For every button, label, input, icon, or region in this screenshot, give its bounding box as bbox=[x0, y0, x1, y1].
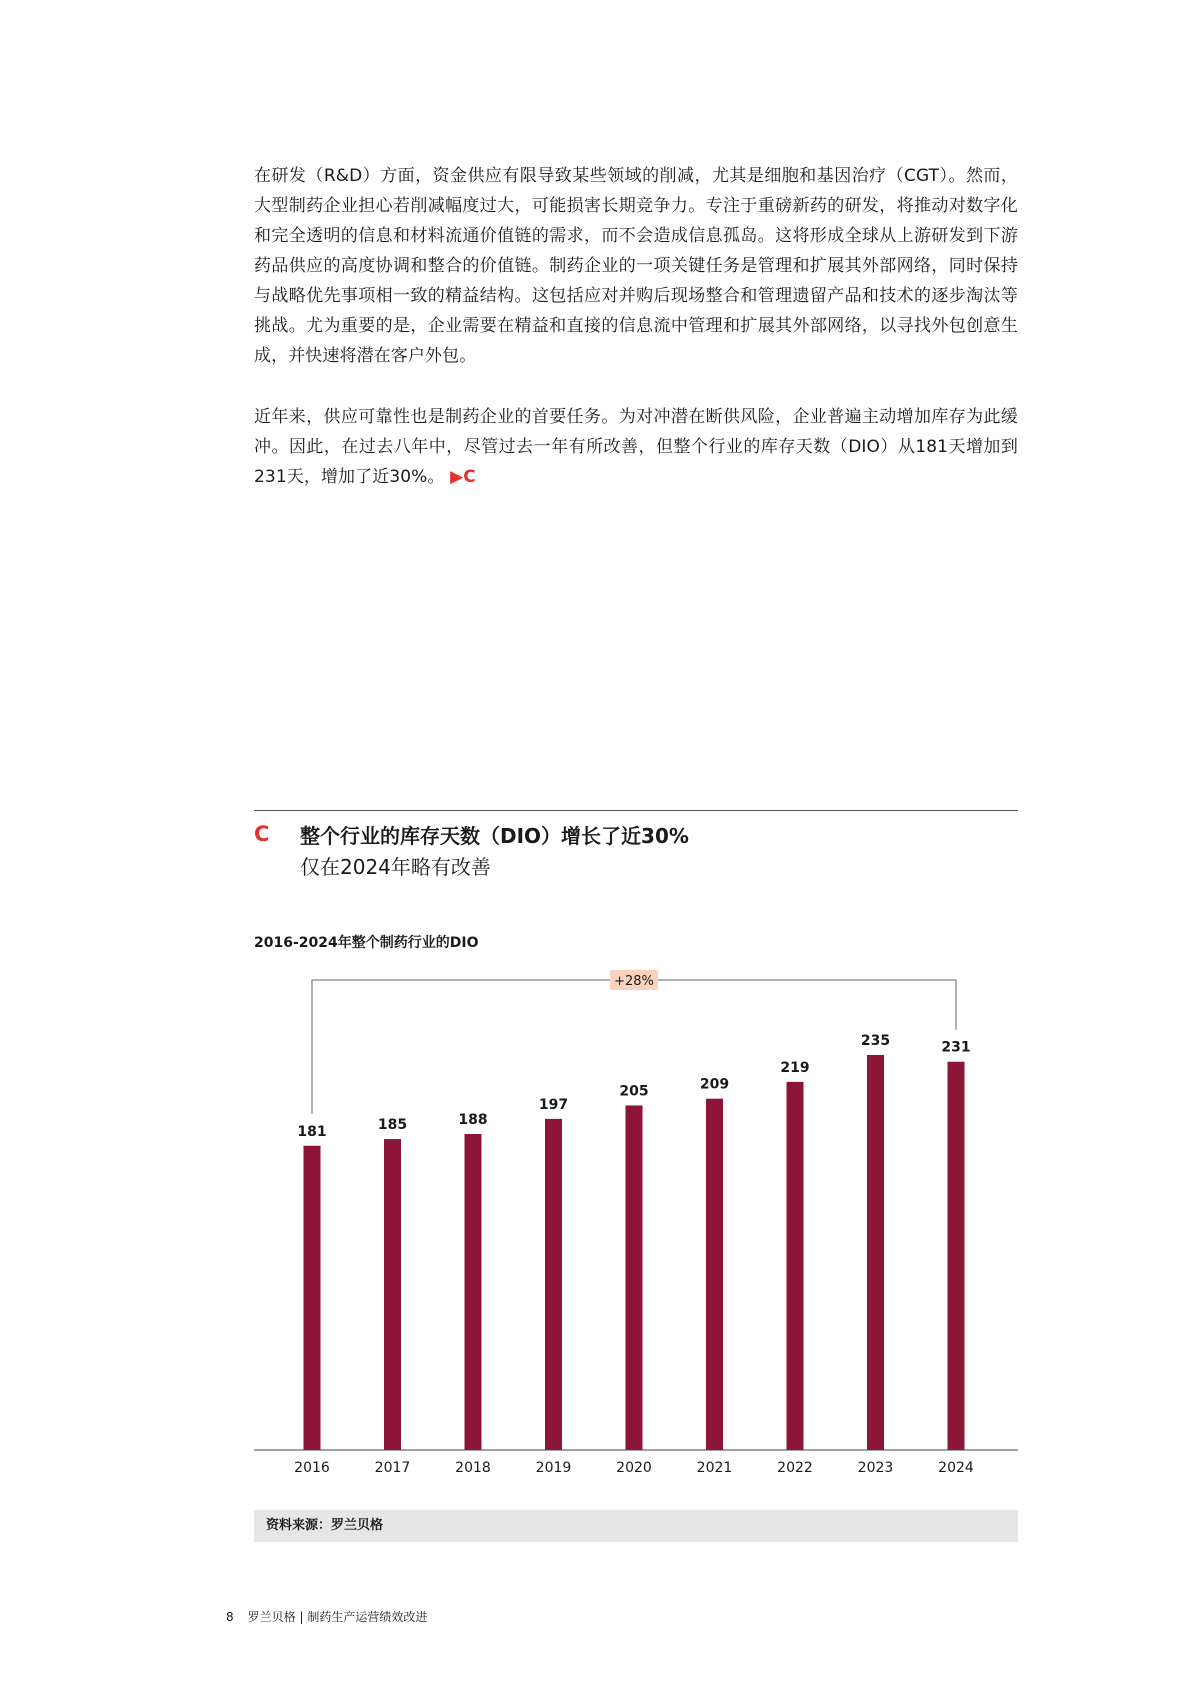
bar-2017 bbox=[384, 1139, 401, 1450]
paragraph-rd: 在研发（R&D）方面，资金供应有限导致某些领域的削减，尤其是细胞和基因治疗（CGT）。然而，大型制药企业担心若削减幅度过大，可能损害长期竞争力。专注于重磅新药的研发，将推动对数字化和完全透明的信息和材料流通价值链的需求，而不会造成信息孤岛。这将形成全球从上游研发到下游药品供应的高度协调和整合的价值链。制药企业的一项关键任务是管理和扩展其外部网络，同时保持与战略优先事项相一致的精益结构。这包括应对并购后现场整合和管理遗留产品和技术的逐步淘汰等挑战。尤为重要的是，企业需要在精益和直接的信息流中管理和扩展其外部网络，以寻找外包创意生成，并快速将潜在客户外包。 bbox=[254, 166, 1018, 366]
growth-badge-label: +28% bbox=[614, 974, 654, 989]
x-tick-2022: 2022 bbox=[777, 1460, 813, 1476]
data-label-2022: 219 bbox=[780, 1059, 810, 1076]
bar-2016 bbox=[304, 1146, 321, 1450]
paragraph-supply bbox=[254, 402, 1018, 492]
section-divider bbox=[254, 810, 1018, 811]
section-subtitle: 仅在2024年略有改善 bbox=[300, 855, 491, 879]
dio-bar-chart bbox=[254, 960, 1018, 1480]
chart-title: 2016-2024年整个制药行业的DIO bbox=[254, 935, 479, 951]
data-label-2018: 188 bbox=[458, 1112, 488, 1128]
page-footer bbox=[226, 1608, 427, 1625]
paragraph-supply-text: 近年来，供应可靠性也是制药企业的首要任务。为对冲潜在断供风险，企业普遍主动增加库存为此缓冲。因此，在过去八年中，尽管过去一年有所改善，但整个行业的库存天数（DIO）从181天增加到231天，增加了近30%。 bbox=[254, 407, 1018, 487]
bar-2018 bbox=[465, 1134, 482, 1450]
x-tick-2017: 2017 bbox=[374, 1460, 411, 1476]
x-tick-2018: 2018 bbox=[455, 1460, 491, 1476]
data-label-2021: 209 bbox=[699, 1076, 730, 1093]
data-label-2016: 181 bbox=[297, 1123, 327, 1140]
bar-2023 bbox=[867, 1055, 884, 1450]
bar-2024 bbox=[948, 1062, 965, 1450]
x-tick-2024: 2024 bbox=[938, 1460, 974, 1476]
section-title: 整个行业的库存天数（DIO）增长了近30% bbox=[300, 824, 689, 848]
x-tick-2021: 2021 bbox=[696, 1460, 733, 1476]
bar-2021 bbox=[706, 1099, 723, 1450]
figure-ref-link[interactable]: ▶C bbox=[450, 467, 476, 487]
data-label-2024: 231 bbox=[941, 1039, 971, 1056]
footer-text: 罗兰贝格 | 制药生产运营绩效改进 bbox=[247, 1610, 428, 1624]
bar-2020 bbox=[626, 1105, 643, 1450]
data-label-2017: 185 bbox=[377, 1117, 408, 1134]
x-tick-2020: 2020 bbox=[616, 1460, 652, 1476]
page-number: 8 bbox=[226, 1610, 234, 1624]
x-tick-2019: 2019 bbox=[535, 1460, 572, 1476]
data-label-2023: 235 bbox=[860, 1033, 891, 1049]
section-letter: C bbox=[254, 822, 270, 846]
bar-2022 bbox=[787, 1082, 804, 1450]
source-note: 资料来源：罗兰贝格 bbox=[254, 1510, 1018, 1542]
data-label-2019: 197 bbox=[538, 1096, 569, 1113]
x-tick-2023: 2023 bbox=[857, 1460, 894, 1476]
bar-2019 bbox=[545, 1119, 562, 1450]
x-tick-2016: 2016 bbox=[294, 1460, 330, 1476]
data-label-2020: 205 bbox=[619, 1083, 649, 1100]
